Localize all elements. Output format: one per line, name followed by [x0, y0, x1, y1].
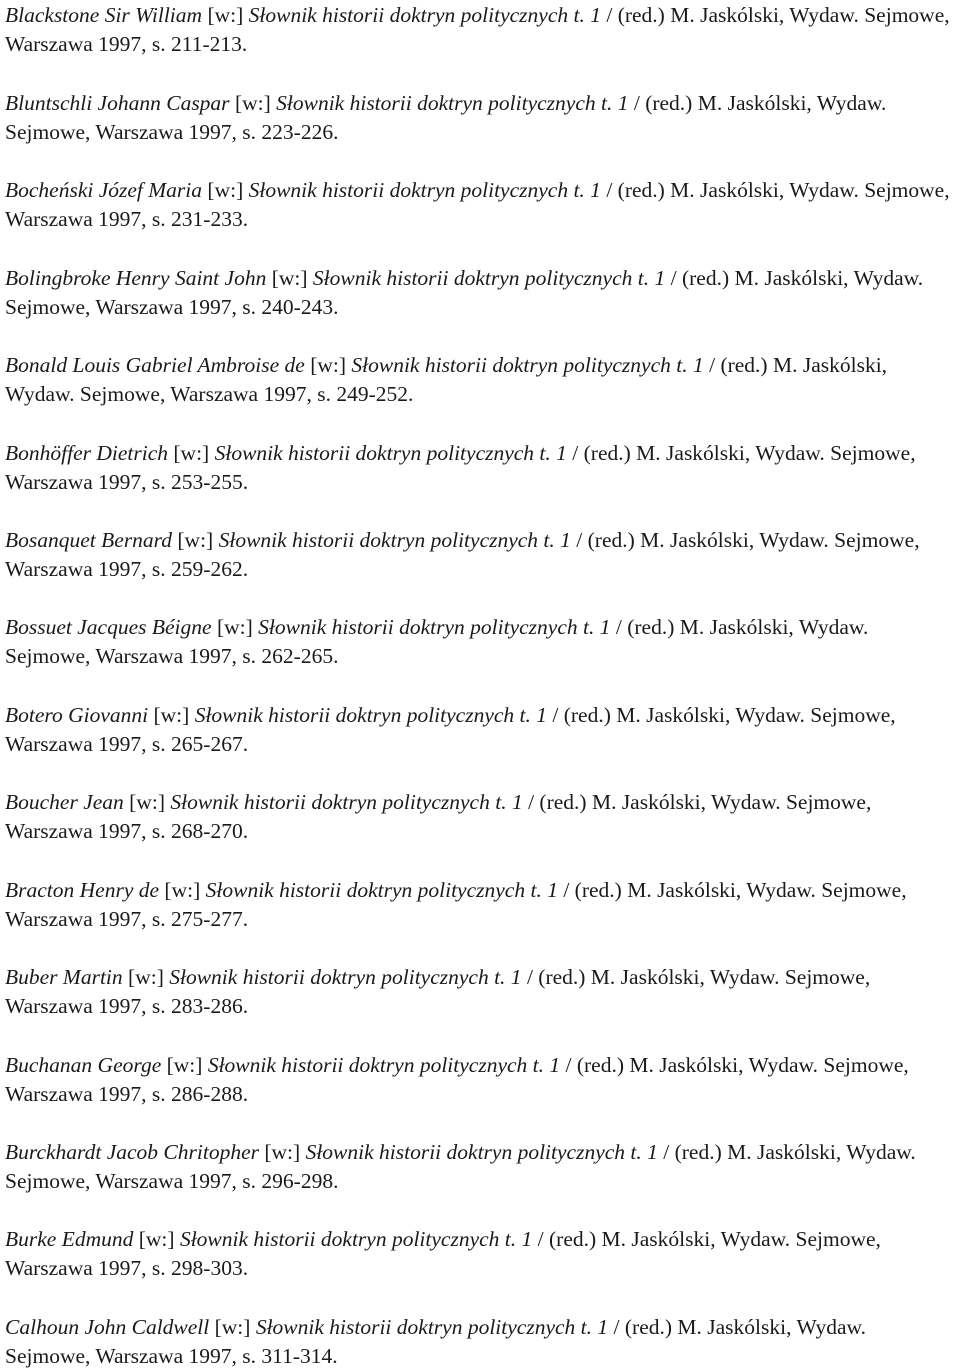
entry-source-title: Słownik historii doktryn politycznych t. 1 — [255, 1315, 609, 1339]
entry-editor: / (red.) M. Jaskólski, — [565, 1053, 744, 1077]
entry-editor: / (red.) M. Jaskólski, — [615, 615, 794, 639]
entry-editor: / (red.) M. Jaskólski, — [563, 878, 742, 902]
entry-source-title: Słownik historii doktryn politycznych t. 1 — [218, 528, 571, 552]
bibliography-entry — [5, 1138, 955, 1196]
entry-pages: 249-252. — [336, 382, 414, 406]
entry-publisher: Wydaw. Sejmowe, Warszawa 1997, s. — [5, 703, 896, 756]
entry-pages: 231-233. — [171, 207, 249, 231]
entry-publisher: Wydaw. Sejmowe, Warszawa 1997, s. — [5, 91, 887, 144]
entry-marker: [w:] — [153, 703, 190, 727]
entry-pages: 262-265. — [261, 644, 339, 668]
entry-marker: [w:] — [173, 441, 210, 465]
bibliography-entry — [5, 1051, 955, 1109]
entry-pages: 265-267. — [171, 732, 249, 756]
entry-marker: [w:] — [234, 91, 271, 115]
entry-publisher: Wydaw. Sejmowe, Warszawa 1997, s. — [5, 3, 950, 56]
entry-publisher: Wydaw. Sejmowe, Warszawa 1997, s. — [5, 1053, 909, 1106]
entry-marker: [w:] — [310, 353, 347, 377]
entry-pages: 286-288. — [171, 1082, 249, 1106]
entry-marker: [w:] — [166, 1053, 203, 1077]
bibliography-entry — [5, 876, 955, 934]
bibliography-entry — [5, 1225, 955, 1283]
entry-publisher: Wydaw. Sejmowe, Warszawa 1997, s. — [5, 178, 950, 231]
entry-editor: / (red.) M. Jaskólski, — [552, 703, 731, 727]
entry-source-title: Słownik historii doktryn politycznych t. 1 — [205, 878, 558, 902]
entry-editor: / (red.) M. Jaskólski, — [670, 266, 849, 290]
entry-editor: / (red.) M. Jaskólski, — [606, 178, 785, 202]
entry-marker: [w:] — [216, 615, 253, 639]
entry-pages: 296-298. — [261, 1169, 339, 1193]
entry-editor: / (red.) M. Jaskólski, — [526, 965, 705, 989]
bibliography-entry — [5, 613, 955, 671]
entry-author: Calhoun John Caldwell — [5, 1315, 210, 1339]
entry-author: Buchanan George — [5, 1053, 162, 1077]
entry-marker: [w:] — [177, 528, 214, 552]
entry-publisher: Wydaw. Sejmowe, Warszawa 1997, s. — [5, 790, 872, 843]
entry-editor: / (red.) M. Jaskólski, — [633, 91, 812, 115]
entry-author: Bracton Henry de — [5, 878, 160, 902]
bibliography-entry — [5, 351, 955, 409]
entry-editor: / (red.) M. Jaskólski, — [572, 441, 751, 465]
entry-editor: / (red.) M. Jaskólski, — [606, 3, 785, 27]
entry-pages: 253-255. — [171, 470, 249, 494]
entry-pages: 298-303. — [171, 1256, 249, 1280]
entry-pages: 223-226. — [261, 120, 339, 144]
bibliography-entry — [5, 1, 955, 59]
entry-source-title: Słownik historii doktryn politycznych t. 1 — [258, 615, 611, 639]
entry-marker: [w:] — [207, 178, 244, 202]
bibliography-entry — [5, 1313, 955, 1371]
entry-marker: [w:] — [264, 1140, 301, 1164]
entry-source-title: Słownik historii doktryn politycznych t. 1 — [214, 441, 567, 465]
entry-pages: 275-277. — [171, 907, 249, 931]
entry-author: Bluntschli Johann Caspar — [5, 91, 230, 115]
entry-editor: / (red.) M. Jaskólski, — [663, 1140, 842, 1164]
bibliography-entry — [5, 701, 955, 759]
entry-author: Buber Martin — [5, 965, 123, 989]
entry-publisher: Wydaw. Sejmowe, Warszawa 1997, s. — [5, 615, 869, 668]
bibliography-entry — [5, 963, 955, 1021]
entry-pages: 259-262. — [171, 557, 249, 581]
entry-author: Blackstone Sir William — [5, 3, 203, 27]
entry-author: Burke Edmund — [5, 1227, 134, 1251]
entry-publisher: Wydaw. Sejmowe, Warszawa 1997, s. — [5, 1227, 881, 1280]
entry-author: Bonhöffer Dietrich — [5, 441, 169, 465]
entry-pages: 311-314. — [261, 1344, 338, 1368]
entry-publisher: Wydaw. Sejmowe, Warszawa 1997, s. — [5, 382, 331, 406]
entry-marker: [w:] — [271, 266, 308, 290]
entry-publisher: Wydaw. Sejmowe, Warszawa 1997, s. — [5, 266, 924, 319]
entry-publisher: Wydaw. Sejmowe, Warszawa 1997, s. — [5, 528, 920, 581]
entry-author: Boucher Jean — [5, 790, 124, 814]
entry-author: Bocheński Józef Maria — [5, 178, 203, 202]
entry-source-title: Słownik historii doktryn politycznych t. 1 — [276, 91, 629, 115]
entry-publisher: Wydaw. Sejmowe, Warszawa 1997, s. — [5, 965, 871, 1018]
entry-source-title: Słownik historii doktryn politycznych t. 1 — [179, 1227, 533, 1251]
entry-editor: / (red.) M. Jaskólski, — [613, 1315, 792, 1339]
entry-publisher: Wydaw. Sejmowe, Warszawa 1997, s. — [5, 1140, 916, 1193]
entry-source-title: Słownik historii doktryn politycznych t. 1 — [207, 1053, 561, 1077]
entry-publisher: Wydaw. Sejmowe, Warszawa 1997, s. — [5, 878, 907, 931]
entry-pages: 211-213. — [171, 32, 248, 56]
entry-author: Botero Giovanni — [5, 703, 149, 727]
entry-source-title: Słownik historii doktryn politycznych t. 1 — [351, 353, 704, 377]
entry-source-title: Słownik historii doktryn politycznych t. 1 — [312, 266, 666, 290]
entry-source-title: Słownik historii doktryn politycznych t. 1 — [248, 178, 601, 202]
entry-editor: / (red.) M. Jaskólski, — [537, 1227, 716, 1251]
bibliography-entry — [5, 788, 955, 846]
entry-publisher: Wydaw. Sejmowe, Warszawa 1997, s. — [5, 1315, 867, 1368]
bibliography-entry — [5, 439, 955, 497]
entry-editor: / (red.) M. Jaskólski, — [528, 790, 707, 814]
entry-source-title: Słownik historii doktryn politycznych t. 1 — [170, 790, 523, 814]
entry-author: Burckhardt Jacob Chritopher — [5, 1140, 259, 1164]
entry-marker: [w:] — [214, 1315, 251, 1339]
entry-marker: [w:] — [138, 1227, 175, 1251]
entry-author: Bonald Louis Gabriel Ambroise de — [5, 353, 305, 377]
entry-marker: [w:] — [164, 878, 201, 902]
entry-pages: 268-270. — [171, 819, 249, 843]
entry-author: Bosanquet Bernard — [5, 528, 173, 552]
entry-marker: [w:] — [128, 965, 164, 989]
bibliography-entry — [5, 526, 955, 584]
entry-marker: [w:] — [129, 790, 165, 814]
entry-source-title: Słownik historii doktryn politycznych t. 1 — [194, 703, 548, 727]
entry-pages: 240-243. — [261, 295, 339, 319]
entry-editor: / (red.) M. Jaskólski, — [576, 528, 755, 552]
entry-source-title: Słownik historii doktryn politycznych t. 1 — [248, 3, 601, 27]
entry-publisher: Wydaw. Sejmowe, Warszawa 1997, s. — [5, 441, 916, 494]
entry-editor: / (red.) M. Jaskólski, — [709, 353, 888, 377]
bibliography-entry — [5, 89, 955, 147]
entry-marker: [w:] — [207, 3, 244, 27]
bibliography-entry — [5, 264, 955, 322]
entry-source-title: Słownik historii doktryn politycznych t. 1 — [305, 1140, 658, 1164]
entry-author: Bolingbroke Henry Saint John — [5, 266, 267, 290]
bibliography-entry — [5, 176, 955, 234]
entry-author: Bossuet Jacques Béigne — [5, 615, 212, 639]
entry-pages: 283-286. — [171, 994, 249, 1018]
entry-source-title: Słownik historii doktryn politycznych t. 1 — [169, 965, 522, 989]
